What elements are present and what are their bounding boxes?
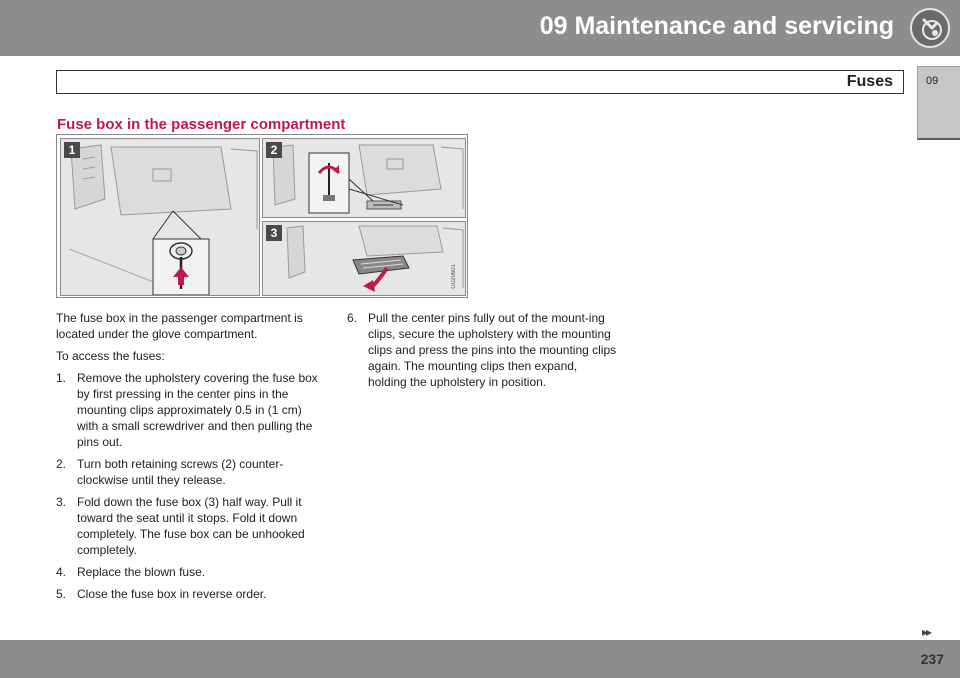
footer-bar bbox=[0, 640, 960, 678]
text-column-right bbox=[347, 310, 617, 396]
step-item bbox=[347, 310, 617, 390]
illustration-panel-1 bbox=[60, 138, 260, 296]
step-number: 3. bbox=[56, 495, 67, 509]
text-column-left bbox=[56, 310, 326, 608]
step-text: Turn both retaining screws (2) counter-clockwise until they release. bbox=[77, 457, 284, 487]
fuse-box-illustration bbox=[56, 134, 468, 298]
step-number: 2. bbox=[56, 457, 67, 471]
intro-paragraph: The fuse box in the passenger compartment is located under the glove compartment. bbox=[56, 311, 303, 341]
step-number: 6. bbox=[347, 311, 358, 325]
step-text: Pull the center pins fully out of the mount-ing clips, secure the upholstery with the mounting clips and press the pins into the mounting clips again. The mounting clips then expand, holding the upholstery in position. bbox=[368, 311, 617, 389]
panel-number-2: 2 bbox=[266, 142, 282, 158]
section-header-box bbox=[56, 70, 904, 94]
step-text: Fold down the fuse box (3) half way. Pull it toward the seat until it stops. Fold it down completely. The fuse box can be unhooked completely. bbox=[77, 495, 305, 557]
step-item bbox=[56, 370, 326, 450]
panel-number-1: 1 bbox=[64, 142, 80, 158]
figure-code: G020601 bbox=[451, 264, 457, 289]
page-number: 237 bbox=[920, 651, 944, 667]
section-title: Fuses bbox=[846, 73, 893, 90]
chapter-title: 09 Maintenance and servicing bbox=[539, 12, 894, 40]
chapter-header-bar bbox=[0, 0, 960, 56]
fold-down-fuse-box-drawing bbox=[263, 222, 466, 296]
step-text: Remove the upholstery covering the fuse box by first pressing in the center pins in the mounting clips approximately 0.5 in (1 cm) with a small screwdriver and then pulling the pins out. bbox=[77, 371, 318, 449]
access-intro: To access the fuses: bbox=[56, 349, 165, 363]
wrench-gear-icon bbox=[910, 8, 950, 48]
step-text: Replace the blown fuse. bbox=[77, 565, 206, 579]
page-heading: Fuse box in the passenger compartment bbox=[57, 116, 346, 133]
illustration-panel-2 bbox=[262, 138, 466, 218]
chapter-side-tab[interactable] bbox=[917, 66, 960, 140]
retaining-screw-drawing bbox=[263, 139, 466, 218]
step-number: 1. bbox=[56, 371, 67, 385]
step-number: 5. bbox=[56, 587, 67, 601]
step-item bbox=[56, 564, 326, 580]
continued-arrows-icon: ▸▸ bbox=[922, 625, 931, 639]
step-number: 4. bbox=[56, 565, 67, 579]
step-item bbox=[56, 586, 326, 602]
dashboard-clip-drawing bbox=[61, 139, 260, 296]
step-text: Close the fuse box in reverse order. bbox=[77, 587, 267, 601]
step-item bbox=[56, 494, 326, 558]
illustration-panel-3 bbox=[262, 221, 466, 296]
step-item bbox=[56, 456, 326, 488]
chapter-tab-label: 09 bbox=[926, 75, 939, 87]
panel-number-3: 3 bbox=[266, 225, 282, 241]
